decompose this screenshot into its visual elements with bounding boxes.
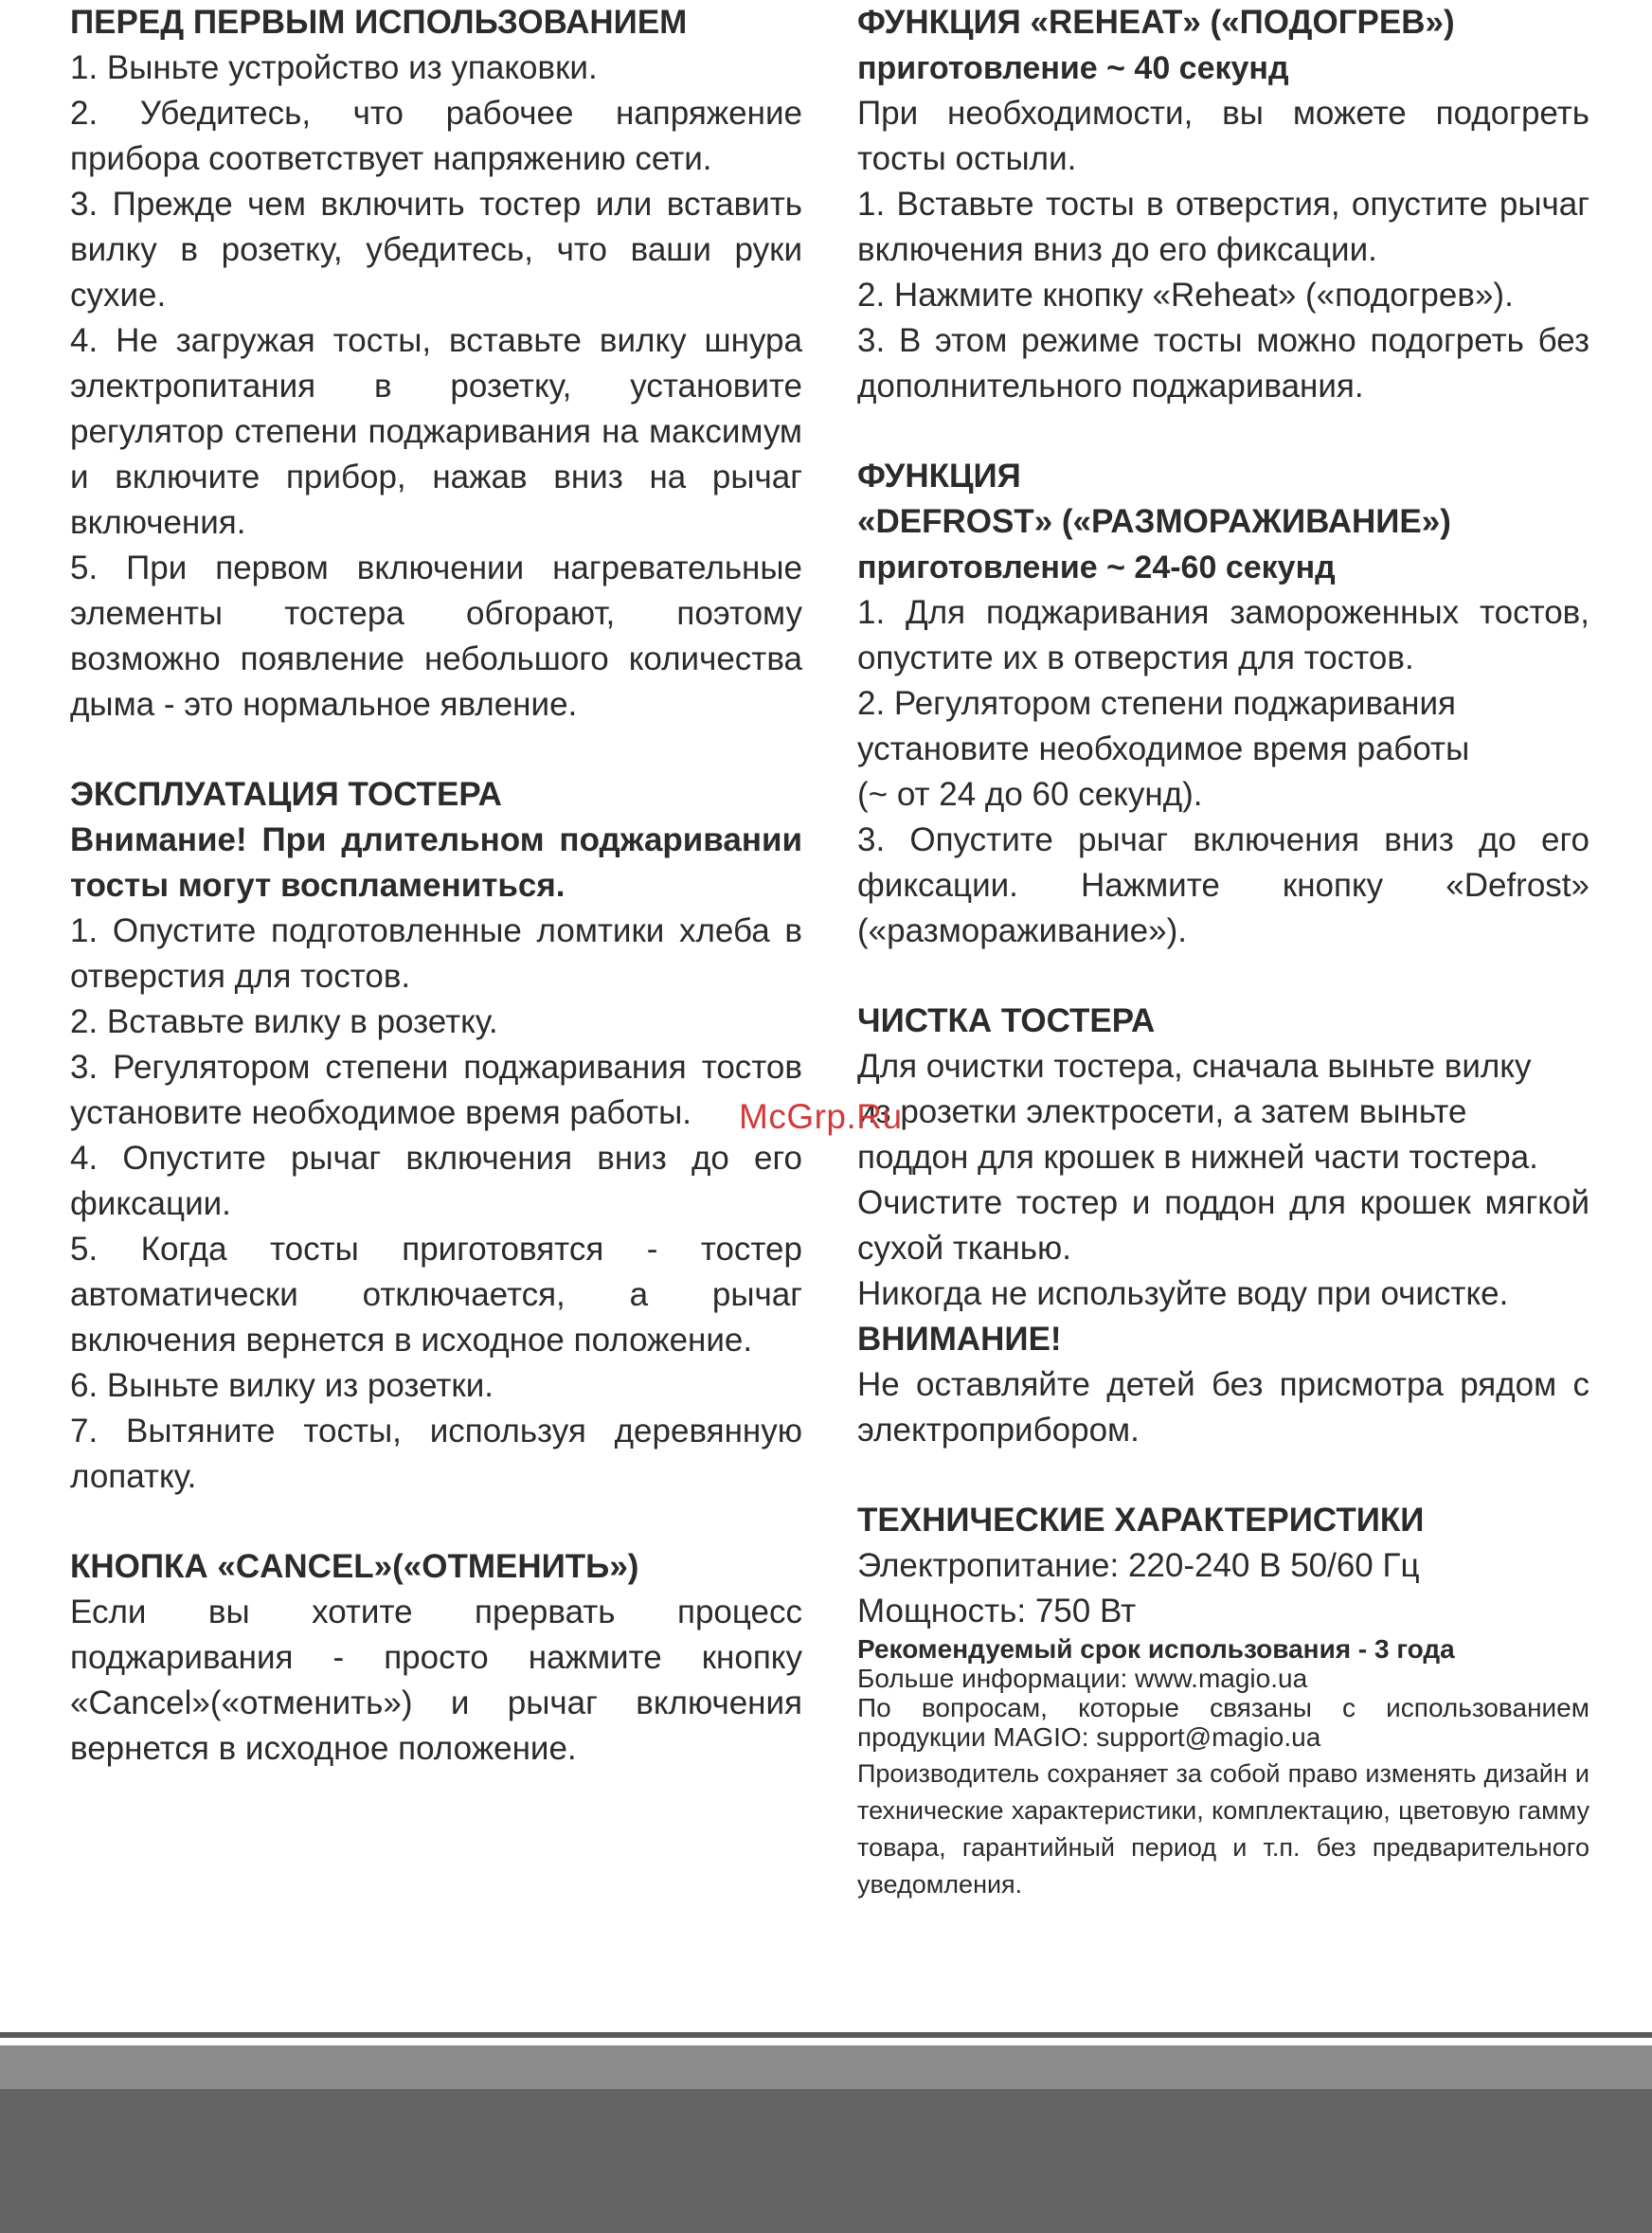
spec-service-life: Рекомендуемый срок использования - 3 года (857, 1634, 1455, 1664)
list-item: 5. Когда тосты приготовятся - тостер автоматически отключается, а рычаг включения вернется в исходное положение. (70, 1231, 802, 1359)
list-item: 6. Выньте вилку из розетки. (70, 1367, 494, 1404)
list-item: 3. Опустите рычаг включения вниз до его фиксации. Нажмите кнопку «Defrost» («размораживание»). (857, 821, 1589, 949)
list-item: 1. Выньте устройство из упаковки. (70, 49, 598, 86)
section-subtitle: приготовление ~ 40 секунд (857, 50, 1289, 86)
section-title: ПЕРЕД ПЕРВЫМ ИСПОЛЬЗОВАНИЕМ (70, 4, 688, 41)
list-item: 5. При первом включении нагревательные элементы тостера обгорают, поэтому возможно появление небольшого количества дыма - это нормальное явление. (70, 549, 802, 723)
watermark: McGrp.Ru (739, 1097, 903, 1136)
footer-band-dark (0, 2089, 1652, 2233)
section-cancel-button (70, 1544, 802, 1772)
paragraph-line: поддон для крошек в нижней части тостера. (857, 1139, 1538, 1176)
footer-gap (0, 2038, 1652, 2045)
paragraph: Никогда не используйте воду при очистке. (857, 1275, 1509, 1312)
warning-text: Не оставляйте детей без присмотра рядом с электроприбором. (857, 1366, 1589, 1449)
warning-title: ВНИМАНИЕ! (857, 1321, 1062, 1358)
section-title: ЧИСТКА ТОСТЕРА (857, 1002, 1156, 1039)
list-item: 4. Не загружая тосты, вставьте вилку шнура электропитания в розетку, установите регулятор степени поджаривания на максимум и включите прибор, нажав вниз на рычаг включения. (70, 322, 802, 541)
list-item-line: 2. Регулятором степени поджаривания (857, 685, 1456, 722)
section-cleaning (857, 999, 1589, 1453)
right-column (857, 0, 1589, 1903)
list-item: 2. Вставьте вилку в розетку. (70, 1003, 498, 1040)
warning-text: Внимание! При длительном поджаривании тосты могут воспламениться. (70, 821, 802, 904)
section-operation (70, 772, 802, 1500)
disclaimer: Производитель сохраняет за собой право изменять дизайн и технические характеристики, комплектацию, цветовую гамму товара, гарантийный период и т.п. без предварительного уведомления. (857, 1759, 1589, 1899)
spec-power-supply: Электропитание: 220-240 В 50/60 Гц (857, 1547, 1420, 1584)
list-item: 4. Опустите рычаг включения вниз до его фиксации. (70, 1140, 802, 1222)
support-info: По вопросам, которые связаны с использованием продукции MAGIO: support@magio.ua (857, 1693, 1589, 1752)
section-subtitle: приготовление ~ 24-60 секунд (857, 549, 1336, 585)
paragraph-line: Для очистки тостера, сначала выньте вилку (857, 1048, 1532, 1085)
section-title-line: ФУНКЦИЯ (857, 458, 1021, 495)
section-before-first-use (70, 0, 802, 728)
paragraph-line: из розетки электросети, а затем выньте (857, 1093, 1467, 1130)
list-item-line: установите необходимое время работы (857, 730, 1470, 767)
list-item: 2. Нажмите кнопку «Reheat» («подогрев»). (857, 277, 1514, 314)
section-title: ФУНКЦИЯ «REHEAT» («ПОДОГРЕВ») (857, 4, 1455, 41)
list-item: 3. В этом режиме тосты можно подогреть без дополнительного поджаривания. (857, 322, 1589, 405)
section-title: ЭКСПЛУАТАЦИЯ ТОСТЕРА (70, 776, 502, 813)
more-info: Больше информации: www.magio.ua (857, 1664, 1308, 1693)
section-title: КНОПКА «CANCEL»(«ОТМЕНИТЬ») (70, 1548, 639, 1585)
list-item: 1. Для поджаривания замороженных тостов, опустите их в отверстия для тостов. (857, 594, 1589, 676)
section-defrost (857, 454, 1589, 954)
left-column (70, 0, 802, 1772)
list-item: 1. Вставьте тосты в отверстия, опустите рычаг включения вниз до его фиксации. (857, 186, 1589, 268)
list-item: 1. Опустите подготовленные ломтики хлеба в отверстия для тостов. (70, 912, 802, 995)
paragraph: При необходимости, вы можете подогреть тосты остыли. (857, 95, 1589, 177)
footer-band-light (0, 2045, 1652, 2089)
spec-power: Мощность: 750 Вт (857, 1593, 1137, 1630)
list-item: 7. Вытяните тосты, используя деревянную лопатку. (70, 1413, 802, 1495)
section-title: ТЕХНИЧЕСКИЕ ХАРАКТЕРИСТИКИ (857, 1502, 1425, 1539)
list-item: 2. Убедитесь, что рабочее напряжение прибора соответствует напряжению сети. (70, 95, 802, 177)
list-item: 3. Регулятором степени поджаривания тостов установите необходимое время работы. (70, 1049, 802, 1131)
list-item-line: (~ от 24 до 60 секунд). (857, 776, 1203, 813)
section-specs (857, 1498, 1589, 1903)
section-title-line: «DEFROST» («РАЗМОРАЖИВАНИЕ») (857, 503, 1451, 540)
paragraph: Если вы хотите прервать процесс поджаривания - просто нажмите кнопку «Cancel»(«отменить») и рычаг включения вернется в исходное положение. (70, 1594, 802, 1767)
list-item: 3. Прежде чем включить тостер или вставить вилку в розетку, убедитесь, что ваши руки сухие. (70, 186, 802, 314)
section-reheat (857, 0, 1589, 409)
paragraph: Очистите тостер и поддон для крошек мягкой сухой тканью. (857, 1184, 1589, 1267)
